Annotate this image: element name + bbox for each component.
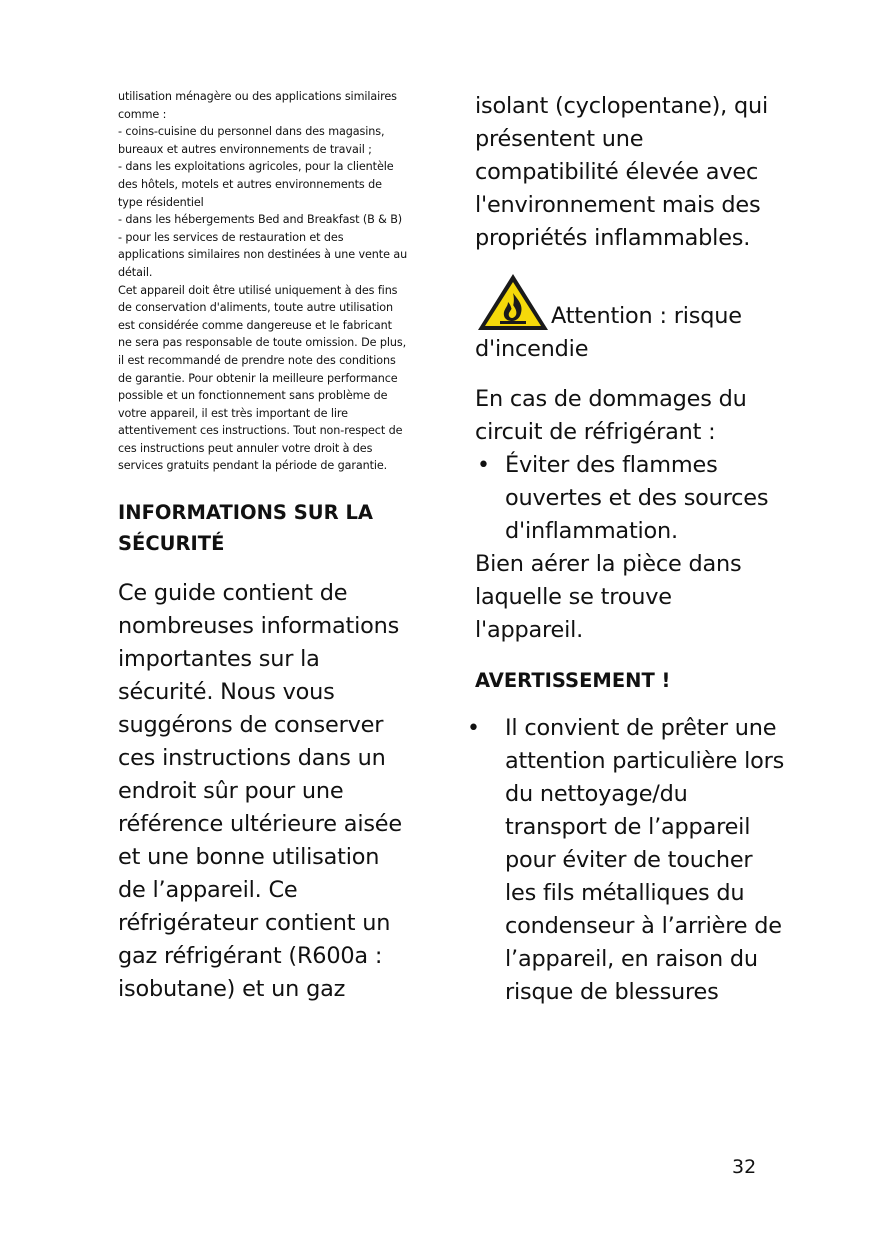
safety-heading-line2: SÉCURITÉ [118,532,225,556]
list-item-farms-hotels: - dans les exploitations agricoles, pour la clientèle des hôtels, motels et autres environnements de type résidentiel [118,160,394,209]
ventilate-text: Bien aérer la pièce dans laquelle se trouve l'appareil. [475,551,742,643]
flammable-warning-icon [475,271,551,333]
right-column [467,90,785,1009]
left-column [118,88,408,1006]
warning-condenser-text: Il convient de prêter une attention particulière lors du nettoyage/du transport de l’appareil pour éviter de toucher les fils métalliques du condenseur à l’arrière de l’appareil, en raison du risque de blessures [505,715,785,1005]
list-item [467,712,785,1009]
list-item-bed-breakfast: - dans les hébergements Bed and Breakfast (B & B) [118,213,403,227]
page-number: 32 [732,1156,757,1178]
avoid-flames-text: Éviter des flammes ouvertes et des sources d'inflammation. [505,452,769,544]
usage-paragraph: Cet appareil doit être utilisé uniquement à des fins de conservation d'aliments, toute autre utilisation est considérée comme dangereuse et le fabricant ne sera pas responsable de toute omission. De plus, il est recommandé de prendre note des conditions de garantie. Pour obtenir la meilleure performance possible et un fonctionnement sans problème de votre appareil, il est très important de lire attentivement ces instructions. Tout non-respect de ces instructions peut annuler votre droit à des services gratuits pendant la période de garantie. [118,283,407,473]
safety-heading [118,497,408,559]
attention-fire-label: Attention : risque d'incendie [475,303,742,362]
intro-text: utilisation ménagère ou des applications similaires comme : [118,90,397,121]
fire-warning-block [475,271,785,366]
warning-heading: AVERTISSEMENT ! [475,669,671,692]
insulation-paragraph: isolant (cyclopentane), qui présentent une compatibilité élevée avec l'environnement mais des propriétés inflammables. [475,93,768,251]
bullet-icon: • [477,453,490,478]
list-item-catering: - pour les services de restauration et des applications similaires non destinées à une vente au détail. [118,230,408,279]
safety-paragraph: Ce guide contient de nombreuses informations importantes sur la sécurité. Nous vous suggérons de conserver ces instructions dans un endroit sûr pour une référence ultérieure aisée et une bonne utilisation de l’appareil. Ce réfrigérateur contient un gaz réfrigérant (R600a : isobutane) et un gaz [118,580,402,1003]
damage-list [475,449,785,548]
safety-heading-line1: INFORMATIONS SUR LA [118,501,373,525]
list-item-staff-kitchens: - coins-cuisine du personnel dans des magasins, bureaux et autres environnements de travail ; [118,125,385,156]
warning-list [467,712,785,1009]
damage-intro: En cas de dommages du circuit de réfrigérant : [475,386,747,445]
list-item [475,449,785,548]
bullet-icon: • [467,716,480,741]
